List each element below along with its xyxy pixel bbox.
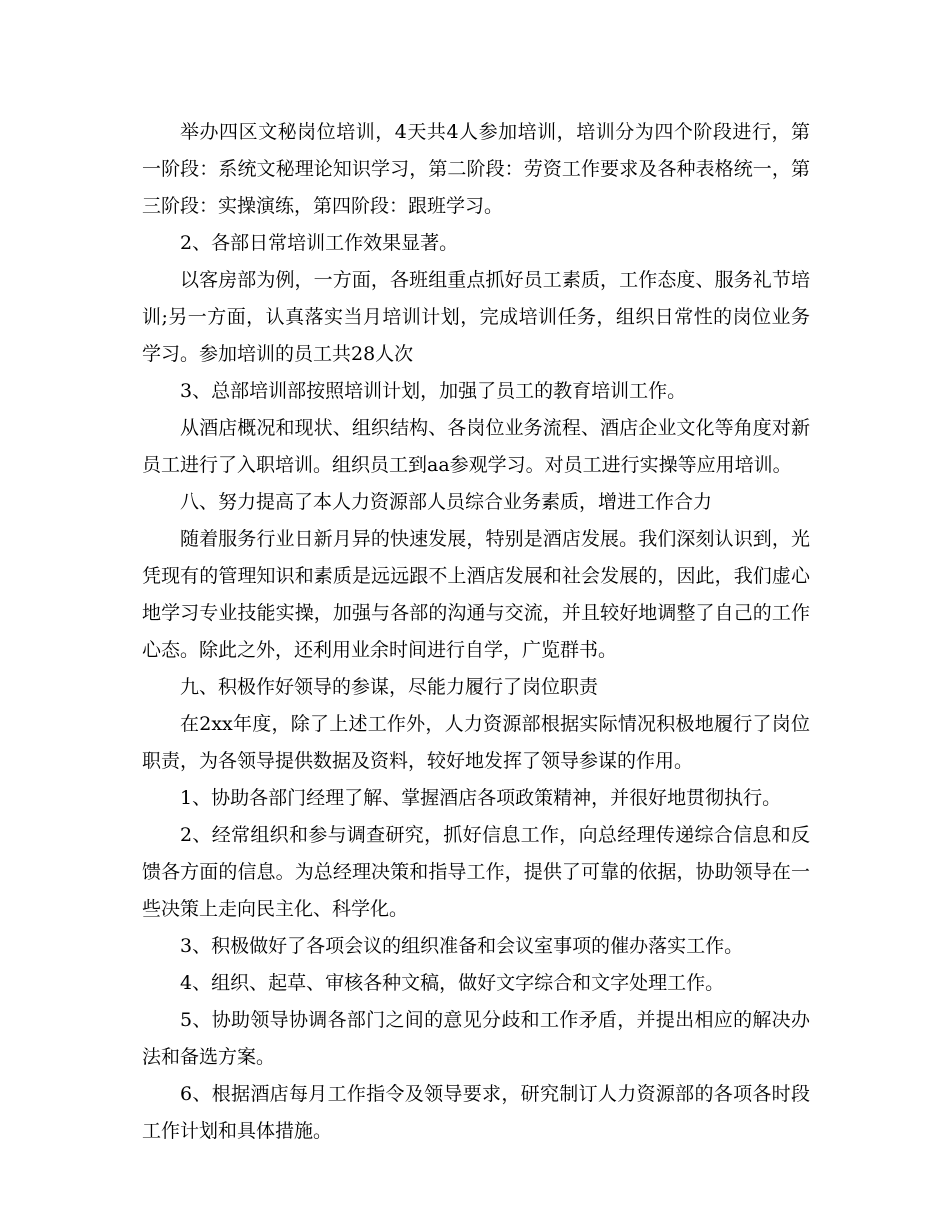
list-item-1: 1、协助各部门经理了解、掌握酒店各项政策精神，并很好地贯彻执行。 — [180, 787, 782, 809]
section-heading-9: 九、积极作好领导的参谋，尽能力履行了岗位职责 — [180, 676, 599, 698]
list-item-6: 6、根据酒店每月工作指令及领导要求，研究制订人力资源部的各项各时段工作计划和具体措施。 — [142, 1083, 810, 1142]
list-item-4: 4、组织、起草、审核各种文稿，做好文字综合和文字处理工作。 — [180, 972, 725, 994]
list-item-2: 2、经常组织和参与调查研究，抓好信息工作，向总经理传递综合信息和反馈各方面的信息。为总经理决策和指导工作，提供了可靠的依据，协助领导在一些决策上走向民主化、科学化。 — [142, 824, 810, 920]
list-item-3: 3、积极做好了各项会议的组织准备和会议室事项的催办落实工作。 — [180, 935, 744, 957]
paragraph-onboarding: 从酒店概况和现状、组织结构、各岗位业务流程、酒店企业文化等角度对新员工进行了入职培训。组织员工到aa参观学习。对员工进行实操等应用培训。 — [142, 417, 810, 476]
paragraph-item-3-hq-training: 3、总部培训部按照培训计划，加强了员工的教育培训工作。 — [180, 380, 687, 402]
paragraph-annual-duties: 在2xx年度，除了上述工作外，人力资源部根据实际情况积极地履行了岗位职责，为各领导提供数据及资料，较好地发挥了领导参谋的作用。 — [142, 713, 810, 772]
section-heading-8: 八、努力提高了本人力资源部人员综合业务素质，增进工作合力 — [180, 491, 713, 513]
paragraph-housekeeping-example: 以客房部为例，一方面，各班组重点抓好员工素质，工作态度、服务礼节培训;另一方面，认真落实当月培训计划，完成培训任务，组织日常性的岗位业务学习。参加培训的员工共28人次 — [142, 269, 810, 365]
paragraph-item-2-daily-training: 2、各部日常培训工作效果显著。 — [180, 232, 459, 254]
paragraph-self-study: 随着服务行业日新月异的快速发展，特别是酒店发展。我们深刻认识到，光凭现有的管理知识和素质是远远跟不上酒店发展和社会发展的，因此，我们虚心地学习专业技能实操，加强与各部的沟通与交流，并且较好地调整了自己的工作心态。除此之外，还利用业余时间进行自学，广览群书。 — [142, 528, 810, 661]
paragraph-training-stages: 举办四区文秘岗位培训，4天共4人参加培训，培训分为四个阶段进行，第一阶段：系统文秘理论知识学习，第二阶段：劳资工作要求及各种表格统一，第三阶段：实操演练，第四阶段：跟班学习。 — [142, 121, 810, 217]
document-body — [142, 114, 810, 1150]
list-item-5: 5、协助领导协调各部门之间的意见分歧和工作矛盾，并提出相应的解决办法和备选方案。 — [142, 1009, 810, 1068]
